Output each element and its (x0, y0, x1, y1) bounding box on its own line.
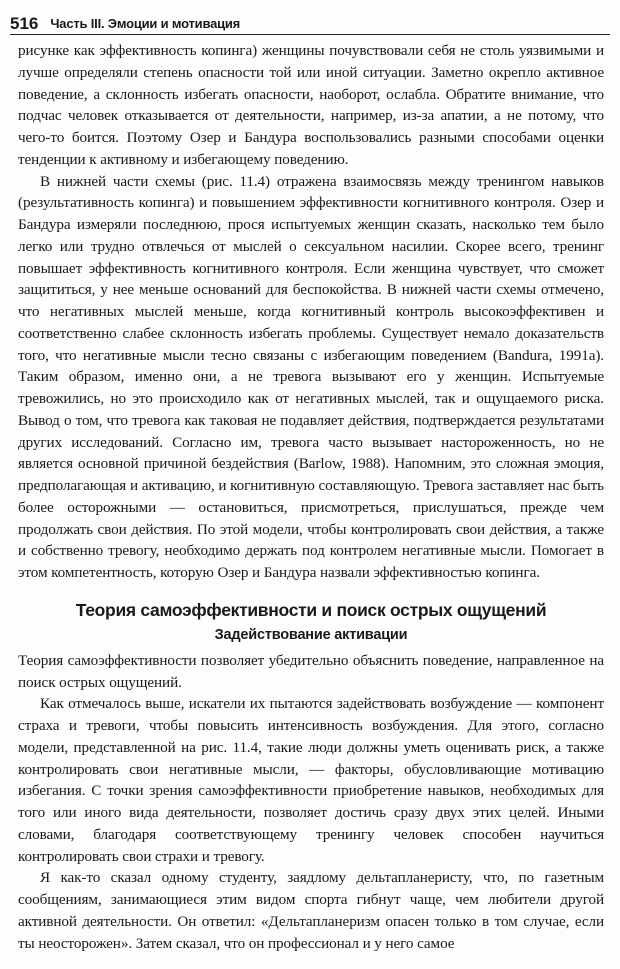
page-number: 516 (10, 14, 39, 33)
paragraph: Как отмечалось выше, искатели их пытаются задействовать возбуждение — компонент страха и тревоги, чтобы повысить интенсивность возбуждения. Для этого, согласно модели, представленной на рис. 11.4, такие люди должны уметь оценивать риск, а также контролировать свои негативные мысли, — факторы, обусловливающие мотивацию избегания. С точки зрения самоэффективности приобретение навыков, необходимых для того или иного вида деятельности, позволяет достичь сразу двух этих целей. Иными словами, благодаря соответствующему тренингу человек способен научиться контролировать свои страхи и тревогу. (18, 695, 604, 865)
section-heading: Теория самоэффективности и поиск острых ощущений (75, 599, 547, 620)
running-head: Часть III. Эмоции и мотивация (50, 16, 241, 31)
paragraph: Я как-то сказал одному студенту, заядлому дельтапланеристу, что, по газетным сообщениям, занимающиеся этим видом спорта гибнут чаще, чем любители другой активной деятельности. Он ответил: «Дельтапланеризм опасен только в том случае, если ты неосторожен». Затем сказал, что он профессионал и у него самое (18, 869, 604, 952)
subsection-heading: Задействование активации (214, 626, 408, 643)
page-header (10, 8, 610, 35)
paragraph: В нижней части схемы (рис. 11.4) отражена взаимосвязь между тренингом навыков (результативность копинга) и повышением эффективности когнитивного контроля. Озер и Бандура измеряли последнюю, прося испытуемых женщин сказать, насколько тем было легко или трудно отвлечься от мыслей о сексуальном насилии. Скорее всего, тренинг повышает эффективность когнитивного контроля. Если женщина чувствует, что сможет защититься, у нее меньше оснований для беспокойства. В нижней части схемы отмечено, что негативных мыслей меньше, когда когнитивный контроль высокоэффективен и соответственно слабее склонность избегать проблемы. Существует немало доказательств того, что негативные мысли тесно связаны с избегающим поведением (Bandura, 1991a). Таким образом, именно они, а не тревога вызывают его у женщин. Испытуемые тревожились, но это происходило как от негативных мыслей, так и ощущаемого риска. Вывод о том, что тревога как таковая не подавляет действия, подтверждается результатами других исследований. Согласно им, тревога часто вызывает настороженность, но не является основной причиной бездействия (Barlow, 1988). Напомним, это сложная эмоция, предполагающая и активацию, и когнитивную составляющую. Тревога заставляет нас быть более осторожными — остановиться, присмотреться, прислушаться, прежде чем продолжать свои действия. По этой модели, чтобы контролировать свои действия, а также и собственно тревогу, необходимо держать под контролем негативные мысли. Помогает в этом компетентность, которую Озер и Бандура назвали эффективностью копинга. (18, 172, 604, 581)
page-body (18, 40, 604, 954)
paragraph: Теория самоэффективности позволяет убедительно объяснить поведение, направленное на поиск острых ощущений. (18, 651, 604, 691)
paragraph-continued: рисунке как эффективность копинга) женщины почувствовали себя не столь уязвимыми и лучше определяли степень опасности той или иной ситуации. Заметно окрепло активное поведение, а склонность избегать опасности, наоборот, ослабла. Обратите внимание, что подчас человек отказывается от деятельности, например, из-за апатии, а не потому, что чего-то боится. Поэтому Озер и Бандура воспользовались разными способами оценки тенденции к активному и избегающему поведению. (18, 42, 604, 168)
